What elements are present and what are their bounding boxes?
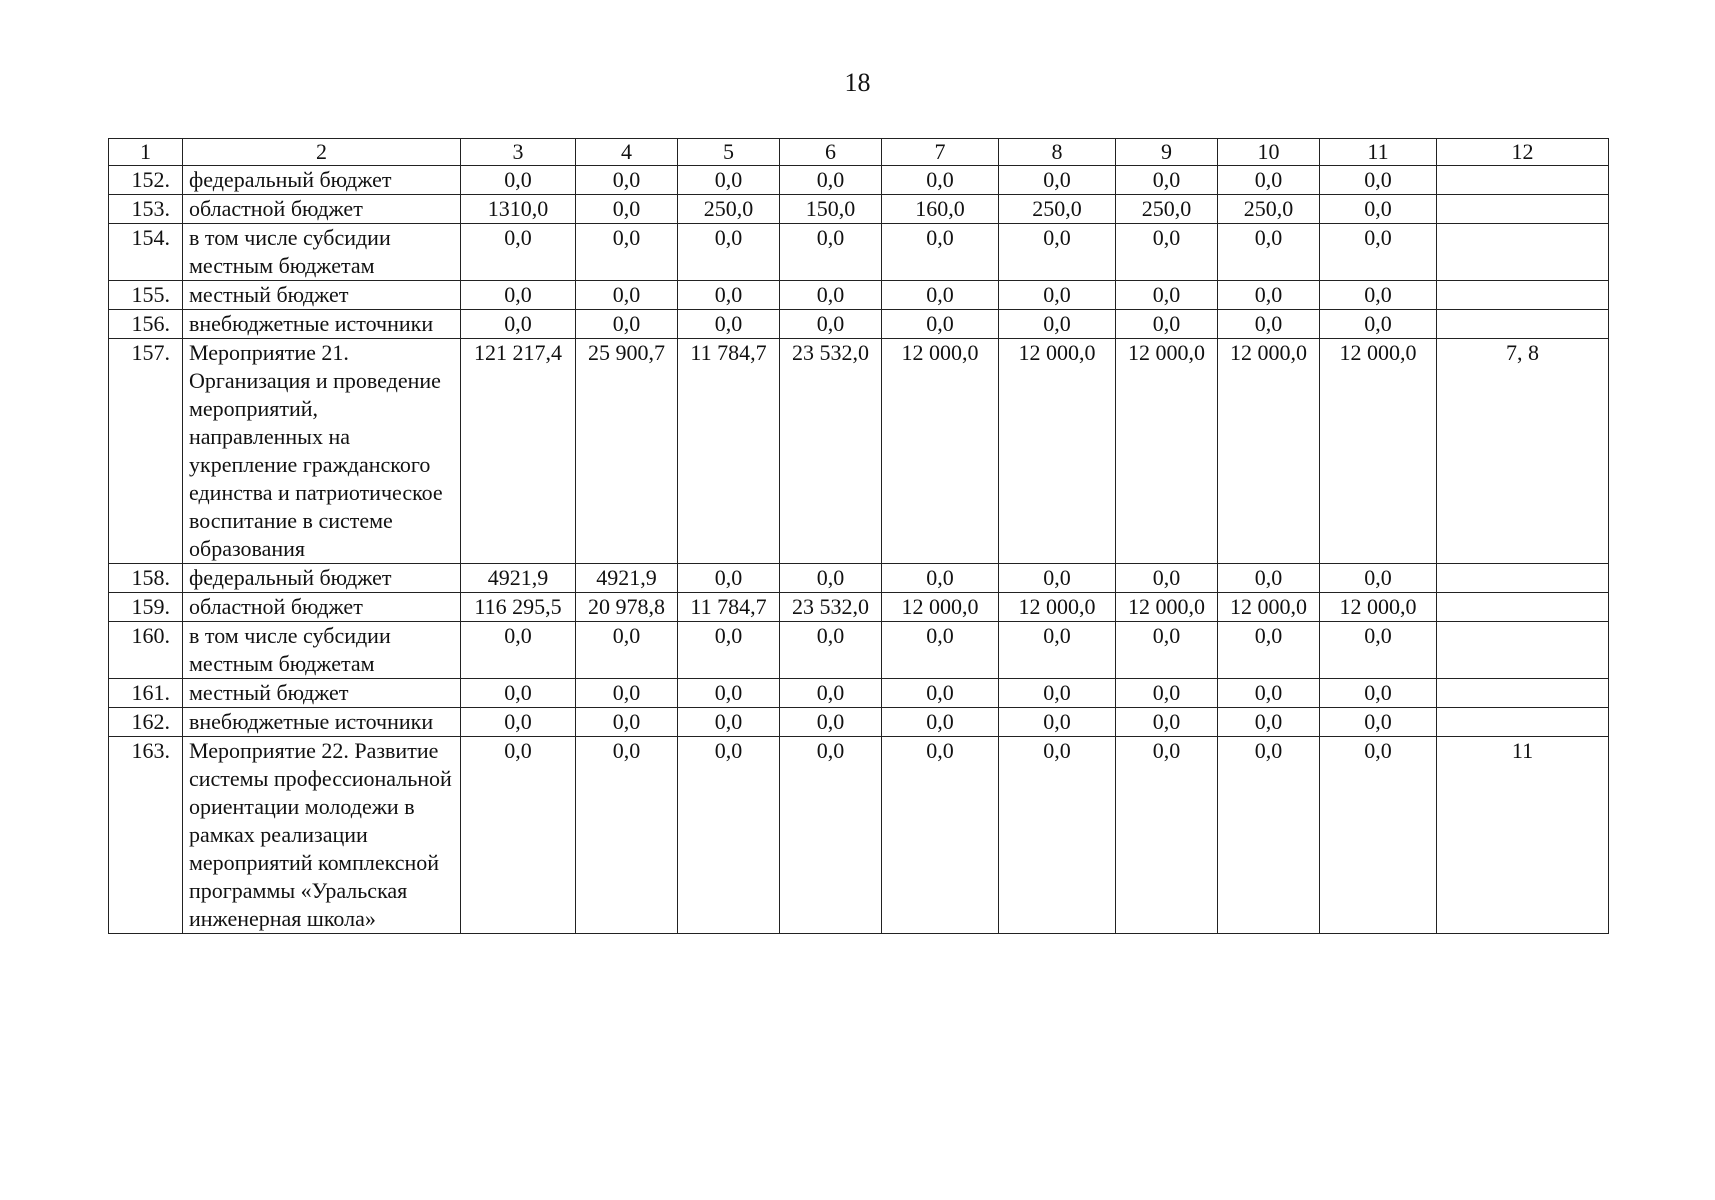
value-cell: 0,0 <box>999 310 1116 339</box>
row-number: 153. <box>109 195 183 224</box>
row-number: 159. <box>109 593 183 622</box>
value-cell: 0,0 <box>461 310 576 339</box>
value-cell: 150,0 <box>780 195 882 224</box>
target-indicator <box>1437 166 1609 195</box>
value-cell: 0,0 <box>1218 310 1320 339</box>
value-cell: 12 000,0 <box>1320 593 1437 622</box>
value-cell: 0,0 <box>1218 564 1320 593</box>
value-cell: 0,0 <box>999 224 1116 281</box>
value-cell: 0,0 <box>1116 166 1218 195</box>
row-number: 155. <box>109 281 183 310</box>
value-cell: 0,0 <box>999 737 1116 934</box>
value-cell: 0,0 <box>678 679 780 708</box>
row-name: в том числе субсидии местным бюджетам <box>183 622 461 679</box>
table-row <box>109 564 1609 593</box>
target-indicator: 7, 8 <box>1437 339 1609 564</box>
value-cell: 0,0 <box>1116 281 1218 310</box>
value-cell: 0,0 <box>1320 224 1437 281</box>
header-cell: 8 <box>999 139 1116 166</box>
value-cell: 0,0 <box>882 622 999 679</box>
value-cell: 0,0 <box>1320 708 1437 737</box>
value-cell: 0,0 <box>678 224 780 281</box>
value-cell: 0,0 <box>576 281 678 310</box>
value-cell: 0,0 <box>576 737 678 934</box>
value-cell: 0,0 <box>461 281 576 310</box>
target-indicator <box>1437 622 1609 679</box>
value-cell: 0,0 <box>576 679 678 708</box>
table-row <box>109 622 1609 679</box>
value-cell: 0,0 <box>882 224 999 281</box>
value-cell: 0,0 <box>1116 708 1218 737</box>
target-indicator <box>1437 564 1609 593</box>
value-cell: 160,0 <box>882 195 999 224</box>
value-cell: 0,0 <box>780 224 882 281</box>
value-cell: 25 900,7 <box>576 339 678 564</box>
value-cell: 11 784,7 <box>678 339 780 564</box>
header-cell: 5 <box>678 139 780 166</box>
value-cell: 0,0 <box>1320 679 1437 708</box>
row-name: внебюджетные источники <box>183 708 461 737</box>
target-indicator <box>1437 310 1609 339</box>
row-number: 158. <box>109 564 183 593</box>
value-cell: 250,0 <box>1116 195 1218 224</box>
value-cell: 0,0 <box>780 708 882 737</box>
row-name: Мероприятие 22. Развитие системы профессиональной ориентации молодежи в рамках реализации мероприятий комплексной программы «Уральская инженерная школа» <box>183 737 461 934</box>
value-cell: 0,0 <box>999 281 1116 310</box>
table-row <box>109 737 1609 934</box>
target-indicator <box>1437 195 1609 224</box>
value-cell: 20 978,8 <box>576 593 678 622</box>
table-row <box>109 708 1609 737</box>
value-cell: 0,0 <box>678 310 780 339</box>
table-row <box>109 310 1609 339</box>
header-cell: 2 <box>183 139 461 166</box>
value-cell: 0,0 <box>1218 708 1320 737</box>
row-name: Мероприятие 21. Организация и проведение мероприятий, направленных на укрепление гражданского единства и патриотическое воспитание в системе образования <box>183 339 461 564</box>
value-cell: 0,0 <box>780 310 882 339</box>
target-indicator <box>1437 593 1609 622</box>
header-cell: 7 <box>882 139 999 166</box>
target-indicator <box>1437 708 1609 737</box>
value-cell: 0,0 <box>1218 166 1320 195</box>
row-name: местный бюджет <box>183 281 461 310</box>
row-number: 162. <box>109 708 183 737</box>
header-cell: 12 <box>1437 139 1609 166</box>
row-number: 160. <box>109 622 183 679</box>
value-cell: 12 000,0 <box>1218 593 1320 622</box>
value-cell: 0,0 <box>882 166 999 195</box>
table-row <box>109 281 1609 310</box>
value-cell: 0,0 <box>1218 622 1320 679</box>
value-cell: 0,0 <box>576 708 678 737</box>
value-cell: 250,0 <box>999 195 1116 224</box>
value-cell: 0,0 <box>1116 737 1218 934</box>
value-cell: 4921,9 <box>576 564 678 593</box>
value-cell: 0,0 <box>780 166 882 195</box>
value-cell: 0,0 <box>882 310 999 339</box>
value-cell: 0,0 <box>780 622 882 679</box>
value-cell: 11 784,7 <box>678 593 780 622</box>
page-number: 18 <box>844 68 871 97</box>
value-cell: 0,0 <box>576 224 678 281</box>
value-cell: 0,0 <box>1320 737 1437 934</box>
value-cell: 0,0 <box>1320 281 1437 310</box>
value-cell: 250,0 <box>678 195 780 224</box>
value-cell: 0,0 <box>1116 224 1218 281</box>
value-cell: 12 000,0 <box>1116 593 1218 622</box>
header-cell: 10 <box>1218 139 1320 166</box>
value-cell: 0,0 <box>882 679 999 708</box>
value-cell: 0,0 <box>1218 281 1320 310</box>
value-cell: 0,0 <box>1116 622 1218 679</box>
value-cell: 0,0 <box>461 737 576 934</box>
value-cell: 12 000,0 <box>882 593 999 622</box>
value-cell: 0,0 <box>678 564 780 593</box>
value-cell: 23 532,0 <box>780 339 882 564</box>
target-indicator: 11 <box>1437 737 1609 934</box>
value-cell: 12 000,0 <box>882 339 999 564</box>
row-number: 152. <box>109 166 183 195</box>
value-cell: 0,0 <box>882 708 999 737</box>
header-cell: 9 <box>1116 139 1218 166</box>
table-row <box>109 195 1609 224</box>
value-cell: 121 217,4 <box>461 339 576 564</box>
value-cell: 0,0 <box>999 622 1116 679</box>
header-cell: 3 <box>461 139 576 166</box>
value-cell: 0,0 <box>1218 679 1320 708</box>
row-name: областной бюджет <box>183 593 461 622</box>
row-name: внебюджетные источники <box>183 310 461 339</box>
header-cell: 11 <box>1320 139 1437 166</box>
header-cell: 4 <box>576 139 678 166</box>
budget-table <box>108 138 1609 934</box>
value-cell: 0,0 <box>1116 310 1218 339</box>
value-cell: 0,0 <box>1218 737 1320 934</box>
value-cell: 116 295,5 <box>461 593 576 622</box>
value-cell: 0,0 <box>780 281 882 310</box>
value-cell: 0,0 <box>882 737 999 934</box>
value-cell: 0,0 <box>576 166 678 195</box>
value-cell: 0,0 <box>1320 622 1437 679</box>
row-name: федеральный бюджет <box>183 166 461 195</box>
value-cell: 0,0 <box>780 737 882 934</box>
value-cell: 0,0 <box>1218 224 1320 281</box>
value-cell: 0,0 <box>999 166 1116 195</box>
value-cell: 0,0 <box>999 564 1116 593</box>
value-cell: 0,0 <box>678 737 780 934</box>
value-cell: 0,0 <box>461 224 576 281</box>
row-number: 161. <box>109 679 183 708</box>
value-cell: 12 000,0 <box>999 593 1116 622</box>
header-row <box>109 139 1609 166</box>
value-cell: 0,0 <box>678 708 780 737</box>
value-cell: 0,0 <box>678 166 780 195</box>
row-number: 154. <box>109 224 183 281</box>
value-cell: 4921,9 <box>461 564 576 593</box>
value-cell: 0,0 <box>461 708 576 737</box>
value-cell: 0,0 <box>1320 166 1437 195</box>
value-cell: 12 000,0 <box>1116 339 1218 564</box>
header-cell: 1 <box>109 139 183 166</box>
row-name: в том числе субсидии местным бюджетам <box>183 224 461 281</box>
value-cell: 12 000,0 <box>1218 339 1320 564</box>
header-cell: 6 <box>780 139 882 166</box>
value-cell: 0,0 <box>780 564 882 593</box>
value-cell: 0,0 <box>461 166 576 195</box>
value-cell: 0,0 <box>1320 195 1437 224</box>
table-row <box>109 166 1609 195</box>
value-cell: 0,0 <box>678 281 780 310</box>
value-cell: 0,0 <box>999 708 1116 737</box>
table-row <box>109 679 1609 708</box>
value-cell: 0,0 <box>1116 564 1218 593</box>
value-cell: 0,0 <box>882 281 999 310</box>
value-cell: 0,0 <box>678 622 780 679</box>
table-row <box>109 339 1609 564</box>
value-cell: 0,0 <box>1116 679 1218 708</box>
target-indicator <box>1437 281 1609 310</box>
value-cell: 0,0 <box>1320 310 1437 339</box>
table-row <box>109 224 1609 281</box>
value-cell: 0,0 <box>999 679 1116 708</box>
value-cell: 0,0 <box>576 310 678 339</box>
value-cell: 0,0 <box>882 564 999 593</box>
value-cell: 0,0 <box>576 622 678 679</box>
table-row <box>109 593 1609 622</box>
value-cell: 0,0 <box>1320 564 1437 593</box>
row-name: федеральный бюджет <box>183 564 461 593</box>
row-number: 163. <box>109 737 183 934</box>
value-cell: 23 532,0 <box>780 593 882 622</box>
value-cell: 1310,0 <box>461 195 576 224</box>
value-cell: 0,0 <box>461 679 576 708</box>
value-cell: 0,0 <box>780 679 882 708</box>
value-cell: 0,0 <box>461 622 576 679</box>
value-cell: 250,0 <box>1218 195 1320 224</box>
value-cell: 12 000,0 <box>1320 339 1437 564</box>
row-name: областной бюджет <box>183 195 461 224</box>
row-number: 157. <box>109 339 183 564</box>
target-indicator <box>1437 224 1609 281</box>
row-number: 156. <box>109 310 183 339</box>
value-cell: 12 000,0 <box>999 339 1116 564</box>
row-name: местный бюджет <box>183 679 461 708</box>
table-body <box>109 166 1609 934</box>
target-indicator <box>1437 679 1609 708</box>
value-cell: 0,0 <box>576 195 678 224</box>
